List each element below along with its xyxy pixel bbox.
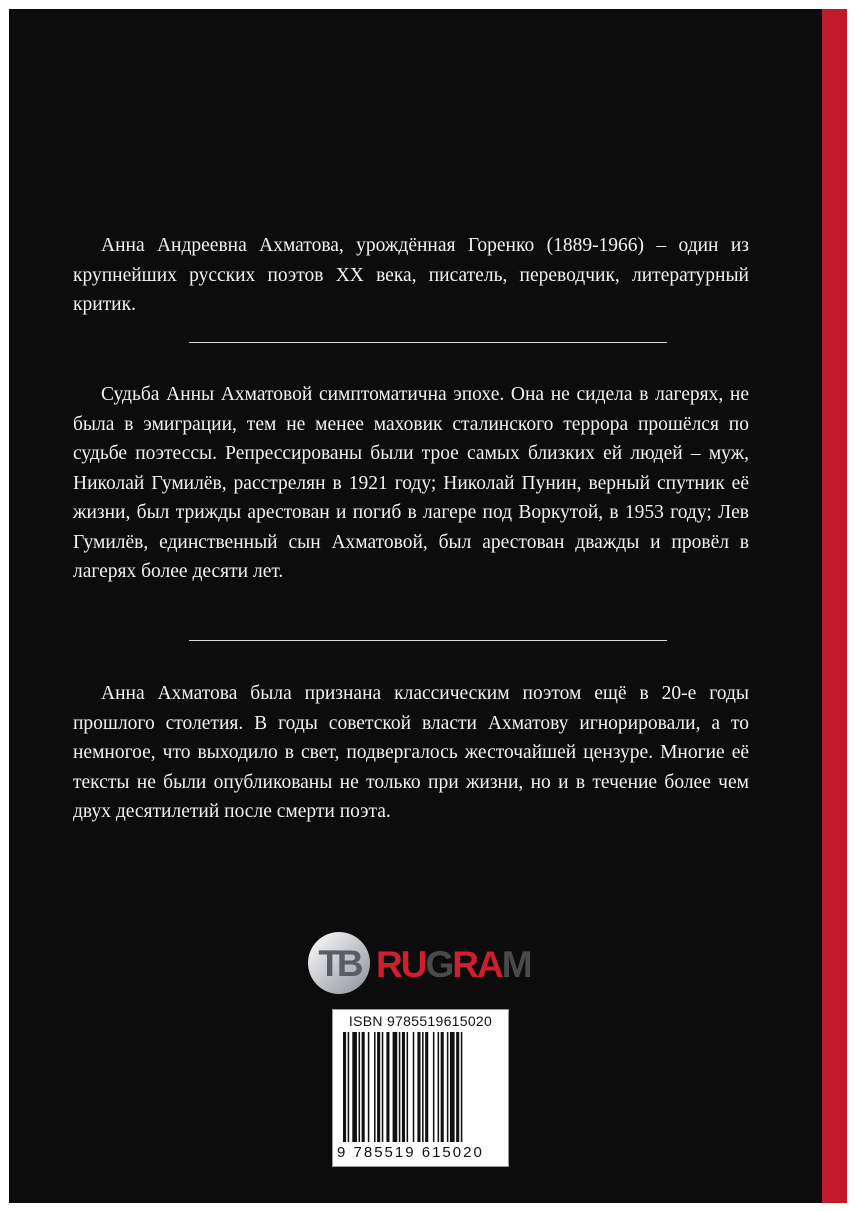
barcode-bar [422,1032,424,1142]
barcode-bar [368,1032,370,1142]
barcode-bar [438,1032,440,1142]
barcode-bar [456,1032,459,1142]
barcode-bar [393,1032,398,1142]
logo-mark: TB [318,943,360,984]
logo-wordmark: RUGRAM [376,944,531,985]
barcode-bar [352,1032,357,1142]
barcode-bar [402,1032,405,1142]
barcode-bar [359,1032,361,1142]
barcode-bars [343,1032,498,1142]
paragraph-intro: Анна Андреевна Ахматова, урождённая Горенко (1889-1966) – один из крупнейших русских поэтов XX века, писатель, переводчик, литературный критик. [73,235,749,315]
paragraph-fate: Судьба Анны Ахматовой симптоматична эпохе. Она не сидела в лагерях, не была в эмиграции, тем не менее маховик сталинского террора прошёлся по судьбе поэтессы. Репрессированы были трое самых близких ей людей – муж, Николай Гумилёв, расстрелян в 1921 году; Николай Пунин, верный спутник её жизни, был трижды арестован и погиб в лагере под Воркутой, в 1953 году; Лев Гумилёв, единственный сын Ахматовой, был арестован дважды и провёл в лагерях более десяти лет. [73,384,749,582]
barcode-bar [447,1032,449,1142]
barcode-bar [386,1032,389,1142]
barcode-bar [417,1032,420,1142]
barcode-bar [425,1032,428,1142]
barcode-bar [348,1032,350,1142]
isbn-label: ISBN 9785519615020 [348,1013,493,1029]
barcode-bar [413,1032,415,1142]
barcode-bar [343,1032,346,1142]
barcode-bar [377,1032,380,1142]
publisher-logo [302,923,542,1003]
isbn-barcode [332,1009,509,1167]
spine-stripe [822,9,847,1203]
barcode-bar [362,1032,365,1142]
barcode-bar [374,1032,376,1142]
barcode-digits: 9 785519 615020 [337,1144,484,1161]
barcode-bar [461,1032,463,1142]
divider-line [189,640,667,641]
barcode-bar [450,1032,455,1142]
barcode-bar [399,1032,401,1142]
barcode-bar [433,1032,435,1142]
paragraph-recognition: Анна Ахматова была признана классическим поэтом ещё в 20-е годы прошлого столетия. В годы советской власти Ахматову игнорировали, а то немногое, что выходило в свет, подвергалось жесточайшей цензуре. Многие её тексты не были опубликованы не только при жизни, но и в течение более чем двух десятилетий после смерти поэта. [73,683,749,822]
barcode-bar [407,1032,409,1142]
barcode-bar [441,1032,444,1142]
barcode-bar [382,1032,384,1142]
back-cover [9,9,847,1203]
divider-line [189,342,667,343]
